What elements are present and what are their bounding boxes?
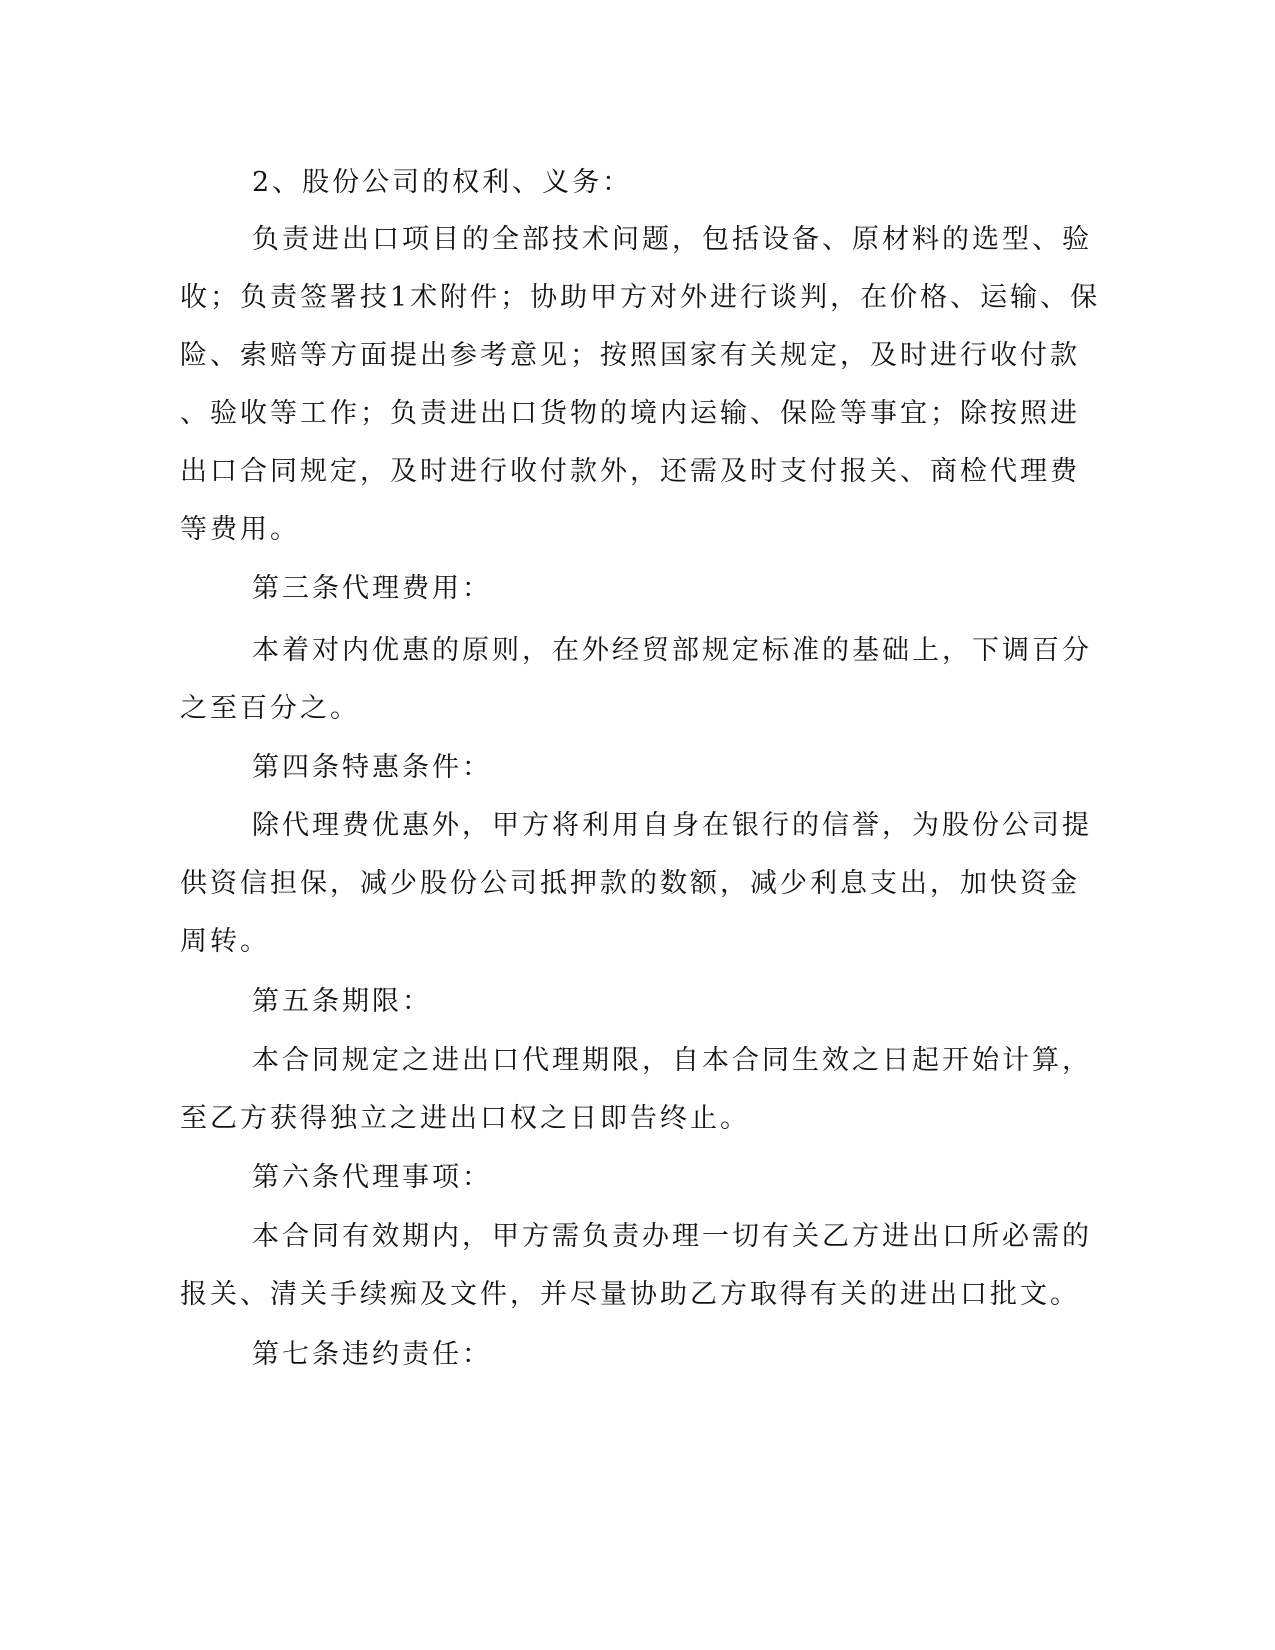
paragraph-line: 本着对内优惠的原则，在外经贸部规定标准的基础上，下调百分 — [252, 635, 1092, 666]
article-5-heading: 第五条期限： — [252, 986, 432, 1017]
paragraph-line: 险、索赔等方面提出参考意见；按照国家有关规定，及时进行收付款 — [180, 340, 1080, 371]
paragraph-line: 、验收等工作；负责进出口货物的境内运输、保险等事宜；除按照进 — [180, 398, 1080, 429]
paragraph-line: 报关、清关手续痴及文件，并尽量协助乙方取得有关的进出口批文。 — [180, 1279, 1080, 1310]
article-7-heading: 第七条违约责任： — [252, 1339, 492, 1370]
paragraph-line: 出口合同规定，及时进行收付款外，还需及时支付报关、商检代理费 — [180, 456, 1080, 487]
paragraph-line: 至乙方获得独立之进出口权之日即告终止。 — [180, 1103, 750, 1134]
article-3-heading: 第三条代理费用： — [252, 573, 492, 604]
paragraph-line: 之至百分之。 — [180, 693, 360, 724]
paragraph-line: 除代理费优惠外，甲方将利用自身在银行的信誉，为股份公司提 — [252, 810, 1092, 841]
paragraph-line: 本合同有效期内，甲方需负责办理一切有关乙方进出口所必需的 — [252, 1221, 1092, 1252]
section-heading-shareholder-rights: 2、股份公司的权利、义务： — [252, 167, 633, 198]
paragraph-line: 供资信担保，减少股份公司抵押款的数额，减少利息支出，加快资金 — [180, 868, 1080, 899]
paragraph-line: 周转。 — [180, 926, 270, 957]
article-4-heading: 第四条特惠条件： — [252, 752, 492, 783]
paragraph-line: 负责进出口项目的全部技术问题，包括设备、原材料的选型、验 — [252, 224, 1092, 255]
article-6-heading: 第六条代理事项： — [252, 1162, 492, 1193]
paragraph-line: 等费用。 — [180, 514, 300, 545]
paragraph-line: 收；负责签署技1术附件；协助甲方对外进行谈判，在价格、运输、保 — [180, 282, 1101, 313]
document-page — [180, 0, 1101, 1650]
paragraph-line: 本合同规定之进出口代理期限，自本合同生效之日起开始计算， — [252, 1045, 1092, 1076]
